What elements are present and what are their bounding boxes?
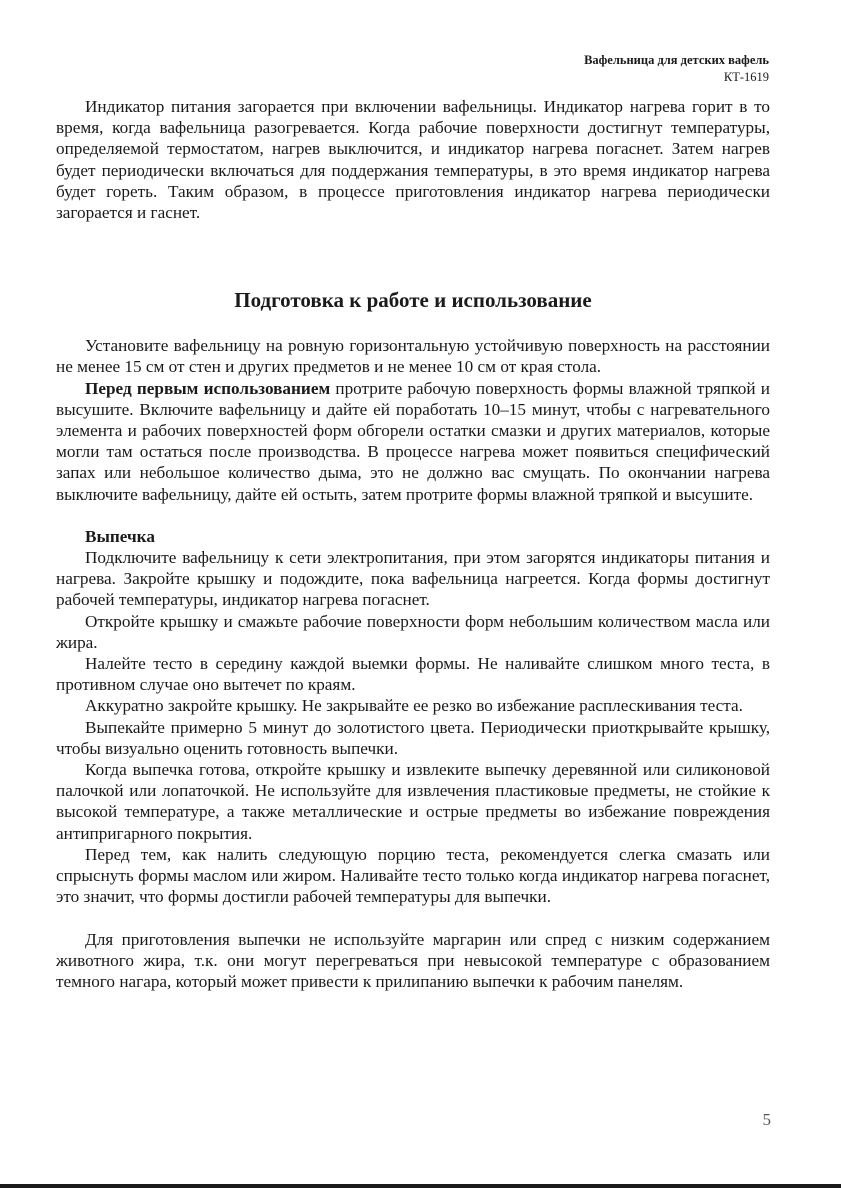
model-number: КТ-1619 — [723, 70, 769, 84]
page-header — [584, 52, 769, 86]
intro-paragraph: Индикатор питания загорается при включении вафельницы. Индикатор нагрева горит в то время, когда вафельница разогревается. Когда рабочие поверхности достигнут температуры, определяемой термостатом, нагрев выключится, и индикатор нагрева погаснет. Затем нагрев будет периодически включаться для поддержания температуры, в это время индикатор нагрева будет гореть. Таким образом, в процессе приготовления индикатор нагрева периодически загорается и гаснет. — [56, 97, 770, 223]
baking-step-connect: Подключите вафельницу к сети электропитания, при этом загорятся индикаторы питания и нагрева. Закройте крышку и подождите, пока вафельница нагреется. Когда формы достигнут рабочей температуры, индикатор нагрева погаснет. — [56, 548, 770, 610]
baking-step-pour: Налейте тесто в середину каждой выемки формы. Не наливайте слишком много теста, в противном случае оно вытечет по краям. — [56, 654, 770, 695]
baking-step-bake: Выпекайте примерно 5 минут до золотистого цвета. Периодически приоткрывайте крышку, чтобы визуально оценить готовность выпечки. — [56, 717, 770, 758]
baking-step-remove: Когда выпечка готова, откройте крышку и извлеките выпечку деревянной или силиконовой палочкой или лопаточкой. Не используйте для извлечения пластиковые предметы, не стойкие к высокой температуре, а также металлические и острые предметы во избежание повреждения антипригарного покрытия. — [56, 760, 770, 843]
first-use-emphasis: Перед первым использованием — [85, 378, 331, 398]
page-number: 5 — [762, 1110, 771, 1129]
product-title: Вафельница для детских вафель — [584, 53, 769, 67]
document-body — [56, 96, 770, 992]
baking-step-close: Аккуратно закройте крышку. Не закрывайте ее резко во избежание расплескивания теста. — [85, 696, 743, 716]
first-use-paragraph — [56, 378, 770, 505]
section-heading: Подготовка к работе и использование — [234, 288, 592, 313]
baking-step-grease: Откройте крышку и смажьте рабочие поверхности форм небольшим количеством масла или жира. — [56, 611, 770, 652]
baking-heading: Выпечка — [85, 526, 155, 546]
setup-paragraph: Установите вафельницу на ровную горизонтальную устойчивую поверхность на расстоянии не менее 15 см от стен и других предметов и не менее 10 см от края стола. — [56, 336, 770, 377]
bottom-divider — [0, 1184, 841, 1188]
margarine-warning: Для приготовления выпечки не используйте маргарин или спред с низким содержанием животного жира, т.к. они могут перегреваться при невысокой температуре с образованием темного нагара, который может привести к прилипанию выпечки к рабочим панелям. — [56, 929, 770, 991]
first-use-text: протрите рабочую поверхность формы влажной тряпкой и высушите. Включите вафельницу и дайте ей поработать 10–15 минут, чтобы с нагревательного элемента и рабочих поверхностей форм обгорели остатки смазки и других материалов, которые могли там остаться после производства. В процессе нагрева может появиться специфический запах или небольшое количество дыма, это не должно вас смущать. По окончании нагрева выключите вафельницу, дайте ей остыть, затем протрите формы влажной тряпкой и высушите. — [56, 378, 770, 504]
baking-step-next-portion: Перед тем, как налить следующую порцию теста, рекомендуется слегка смазать или спрыснуть формы маслом или жиром. Наливайте тесто только когда индикатор нагрева погаснет, это значит, что формы достигли рабочей температуры для выпечки. — [56, 844, 770, 907]
